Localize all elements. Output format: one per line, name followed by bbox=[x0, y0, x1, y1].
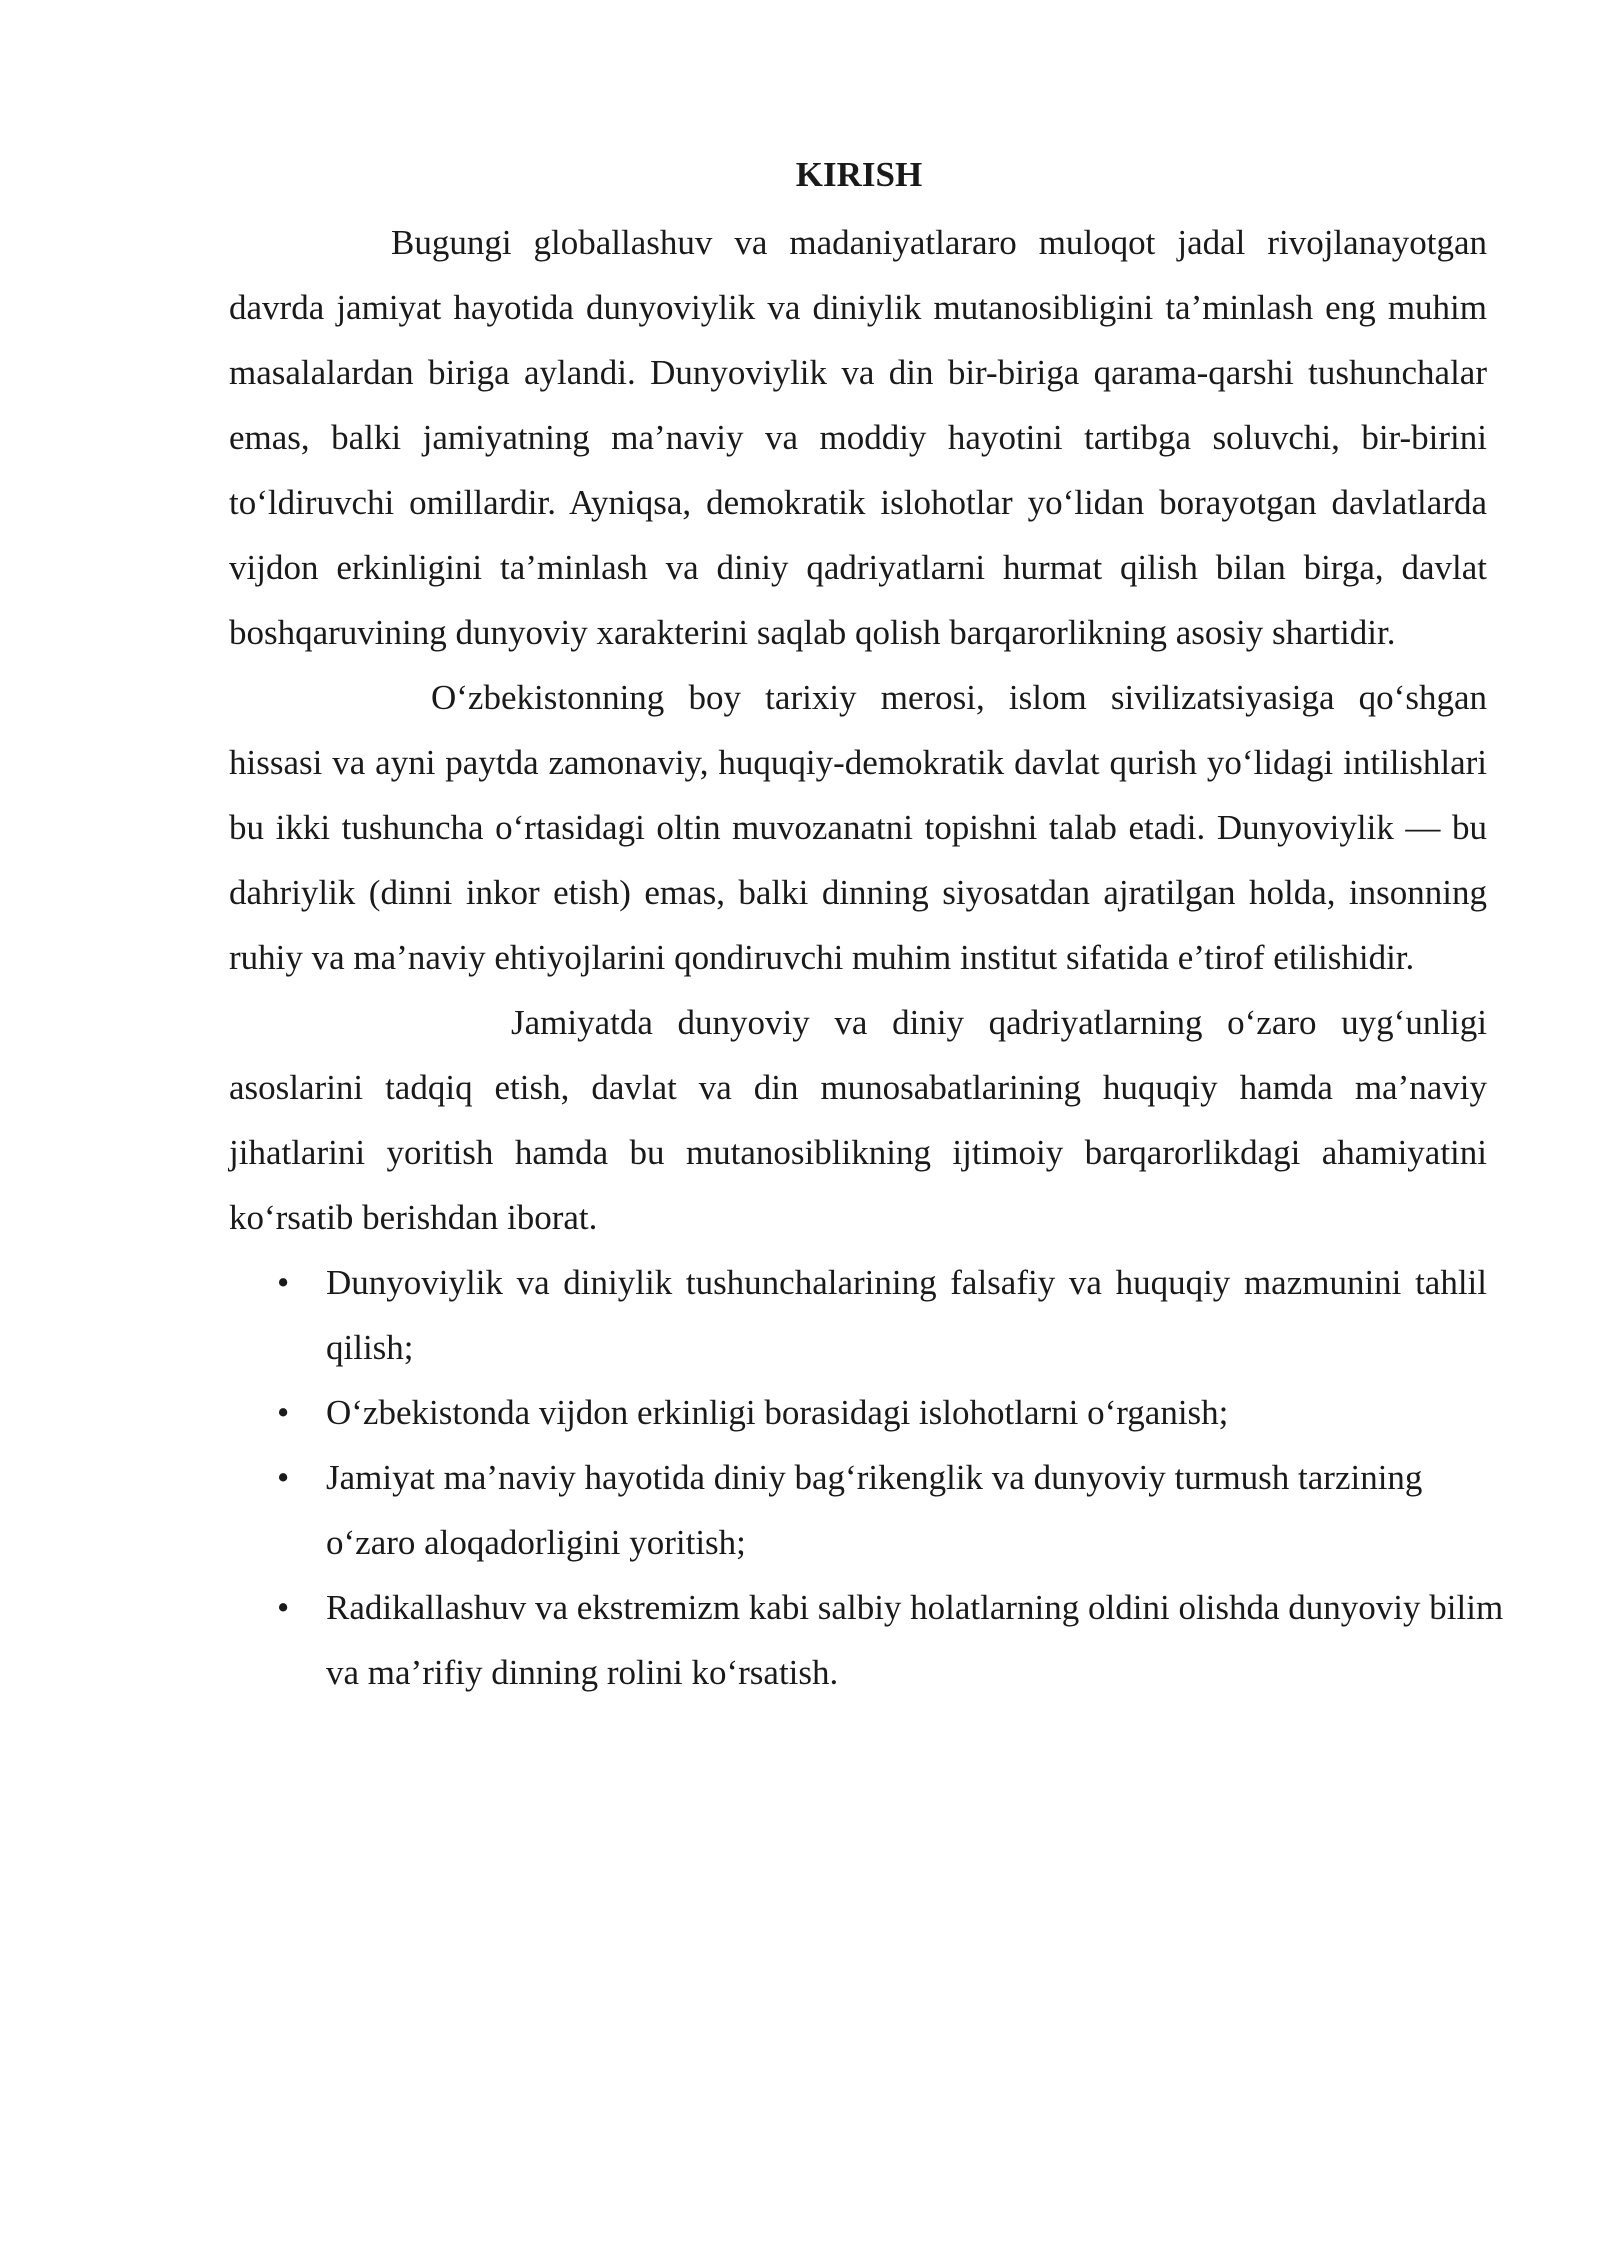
list-item bbox=[229, 1250, 1487, 1380]
list-item bbox=[229, 1445, 1507, 1575]
intro-paragraph-3: Jamiyatda dunyoviy va diniy qadriyatlarning o‘zaro uyg‘unligi asoslarini tadqiq etish, davlat va din munosabatlarining huquqiy hamda ma’naviy jihatlarini yoritish hamda bu mutanosiblikning ijtimoiy barqarorlikdagi ahamiyatini ko‘rsatib berishdan iborat. bbox=[229, 1003, 1487, 1237]
list-item bbox=[229, 1575, 1507, 1705]
document-body bbox=[229, 210, 1504, 1705]
bullet-icon: • bbox=[277, 1588, 290, 1627]
list-item-text: Jamiyat ma’naviy hayotida diniy bag‘rikenglik va dunyoviy turmush tarzining o‘zaro aloqadorligini yoritish; bbox=[326, 1458, 1423, 1562]
list-item bbox=[229, 1380, 1487, 1445]
intro-paragraph-1: Bugungi globallashuv va madaniyatlararo muloqot jadal rivojlanayotgan davrda jamiyat hayotida dunyoviylik va diniylik mutanosibligini ta’minlash eng muhim masalalardan biriga aylandi. Dunyoviylik va din bir-biriga qarama-qarshi tushunchalar emas, balki jamiyatning ma’naviy va moddiy hayotini tartibga soluvchi, bir-birini to‘ldiruvchi omillardir. Ayniqsa, demokratik islohotlar yo‘lidan borayotgan davlatlarda vijdon erkinligini ta’minlash va diniy qadriyatlarni hurmat qilish bilan birga, davlat boshqaruvining dunyoviy xarakterini saqlab qolish barqarorlikning asosiy shartidir. bbox=[229, 223, 1487, 652]
bullet-icon: • bbox=[277, 1458, 290, 1497]
list-item-text: O‘zbekistonda vijdon erkinligi borasidagi islohotlarni o‘rganish; bbox=[326, 1393, 1229, 1432]
list-item-text: Dunyoviylik va diniylik tushunchalarining falsafiy va huquqiy mazmunini tahlil qilish; bbox=[326, 1263, 1487, 1367]
section-heading: KIRISH bbox=[795, 155, 923, 194]
bullet-icon: • bbox=[277, 1263, 290, 1302]
intro-paragraph-2: O‘zbekistonning boy tarixiy merosi, islom sivilizatsiyasiga qo‘shgan hissasi va ayni paytda zamonaviy, huquqiy-demokratik davlat qurish yo‘lidagi intilishlari bu ikki tushuncha o‘rtasidagi oltin muvozanatni topishni talab etadi. Dunyoviylik — bu dahriylik (dinni inkor etish) emas, balki dinning siyosatdan ajratilgan holda, insonning ruhiy va ma’naviy ehtiyojlarini qondiruvchi muhim institut sifatida e’tirof etilishidir. bbox=[229, 678, 1487, 977]
goals-list bbox=[229, 1250, 1504, 1705]
bullet-icon: • bbox=[277, 1393, 290, 1432]
list-item-text: Radikallashuv va ekstremizm kabi salbiy holatlarning oldini olishda dunyoviy bilim va ma’rifiy dinning rolini ko‘rsatish. bbox=[326, 1588, 1504, 1692]
